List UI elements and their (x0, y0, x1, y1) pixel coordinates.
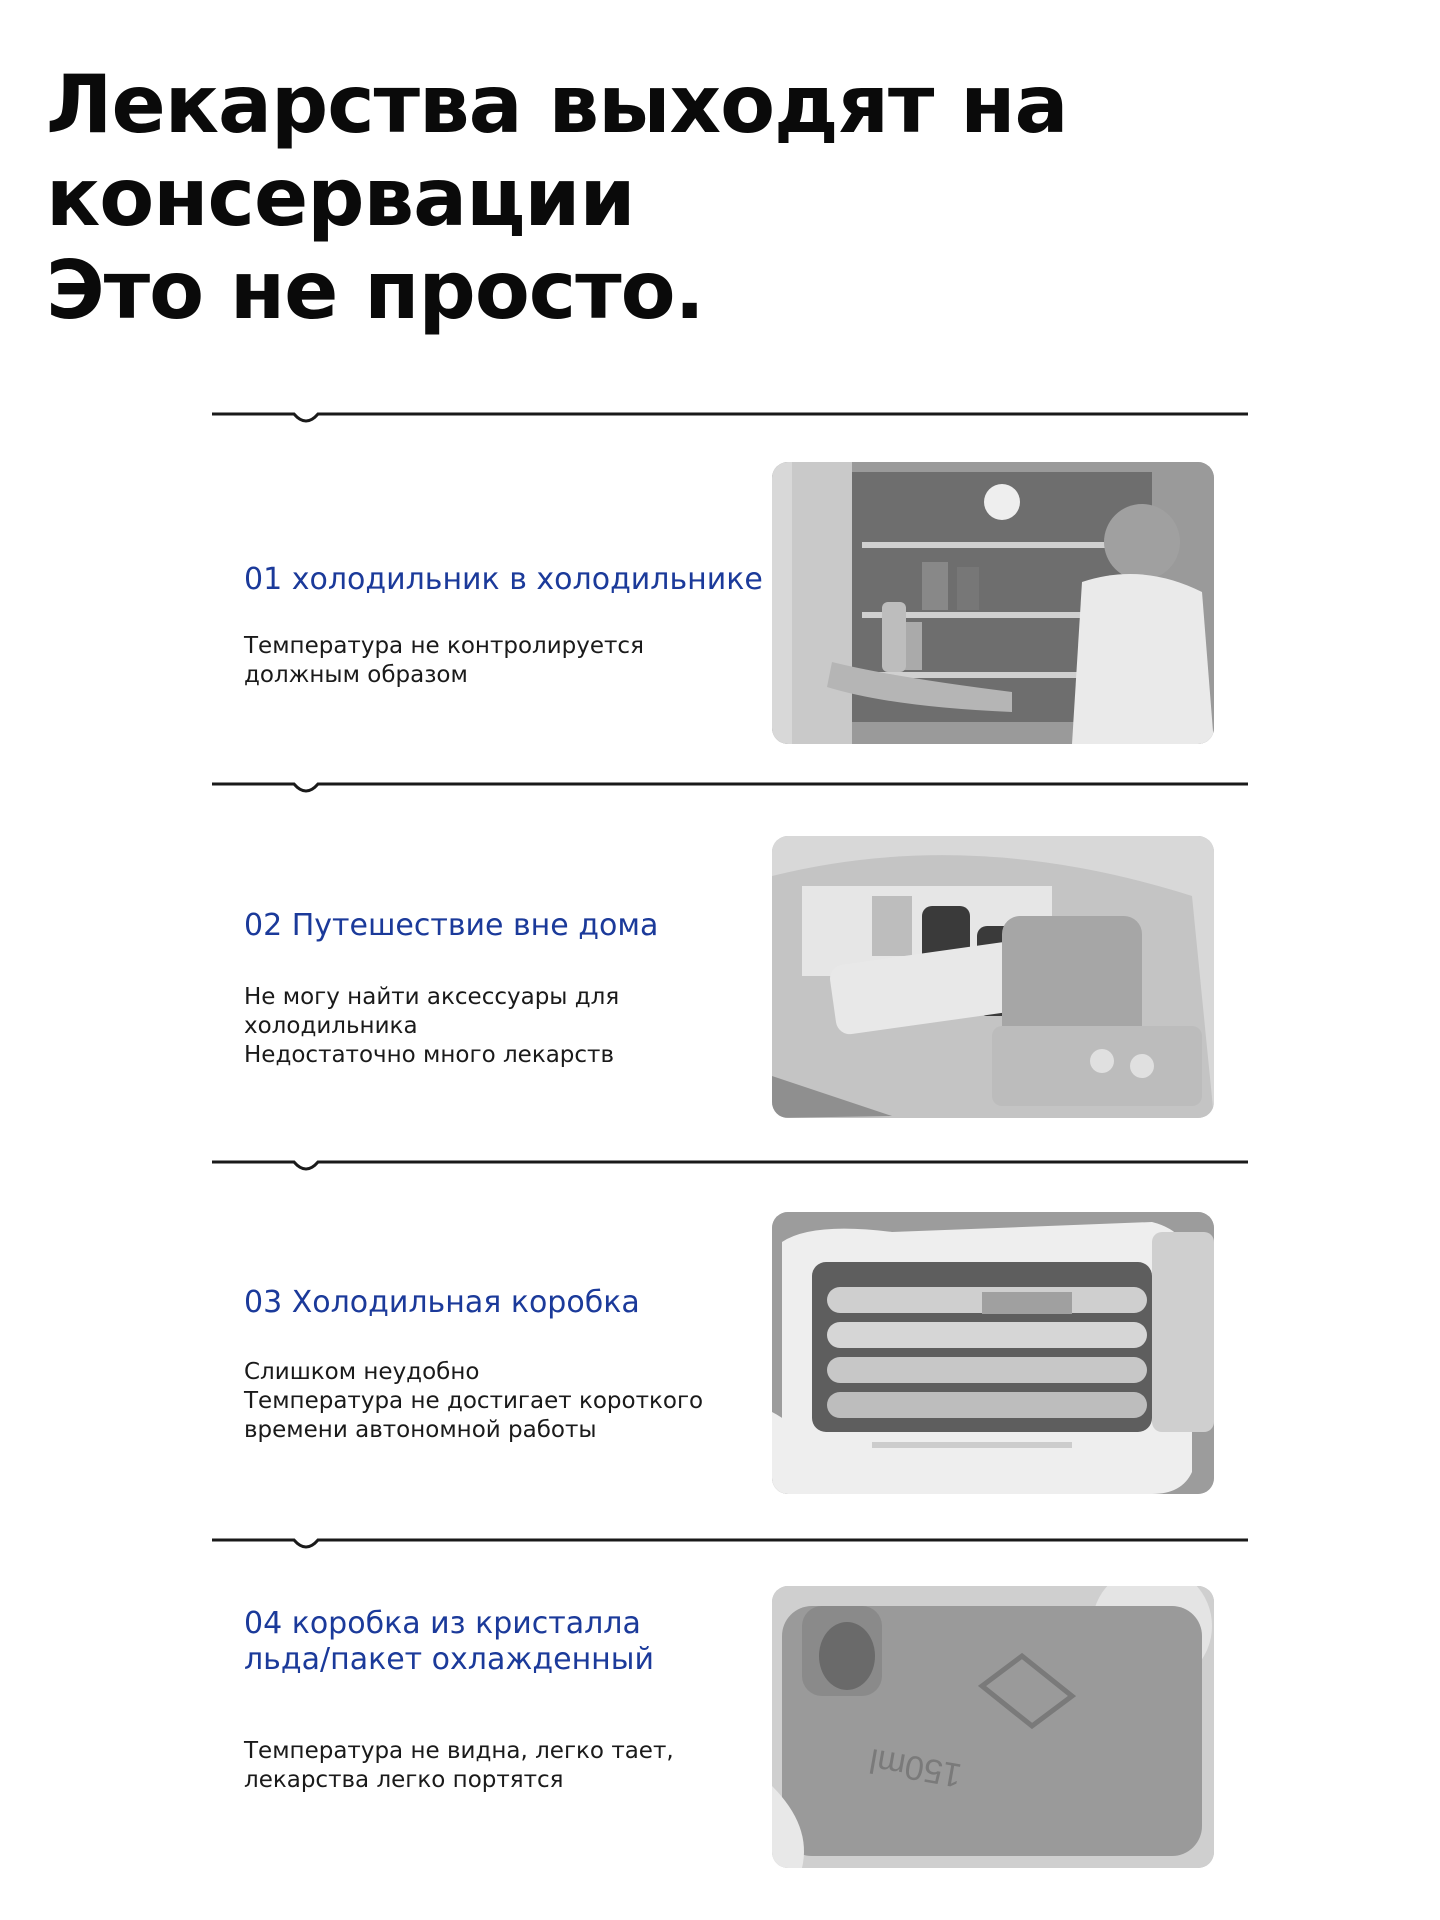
section-divider-1 (212, 402, 1248, 430)
page-title (46, 58, 1146, 337)
section-heading-4: 04 коробка из кристалла льда/пакет охлажденный (244, 1606, 654, 1677)
section-heading-2: 02 Путешествие вне дома (244, 908, 659, 943)
ice-pack-label: 150ml (866, 1740, 965, 1795)
section-divider-2 (212, 772, 1248, 800)
section-description-2: Не могу найти аксессуары для холодильника Недостаточно много лекарств (244, 984, 620, 1068)
section-description-4: Температура не видна, легко тает, лекарства легко портятся (244, 1738, 674, 1793)
cooling-box-photo-icon (772, 1212, 1214, 1494)
ice-pack-photo-icon (772, 1586, 1214, 1868)
refrigerator-photo-icon (772, 462, 1214, 744)
travel-bag-photo-icon (772, 836, 1214, 1118)
section-heading-3: 03 Холодильная коробка (244, 1285, 640, 1320)
section-description-1: Температура не контролируется должным образом (244, 633, 644, 688)
page-title-line-3: Это не просто. (46, 244, 704, 337)
section-divider-4 (212, 1528, 1248, 1556)
section-description-3: Слишком неудобно Температура не достигает короткого времени автономной работы (244, 1359, 704, 1443)
page-title-line-1: Лекарства выходят на (46, 58, 1068, 151)
section-divider-3 (212, 1150, 1248, 1178)
section-heading-1: 01 холодильник в холодильнике (244, 562, 763, 597)
page-title-line-2: консервации (46, 151, 635, 244)
